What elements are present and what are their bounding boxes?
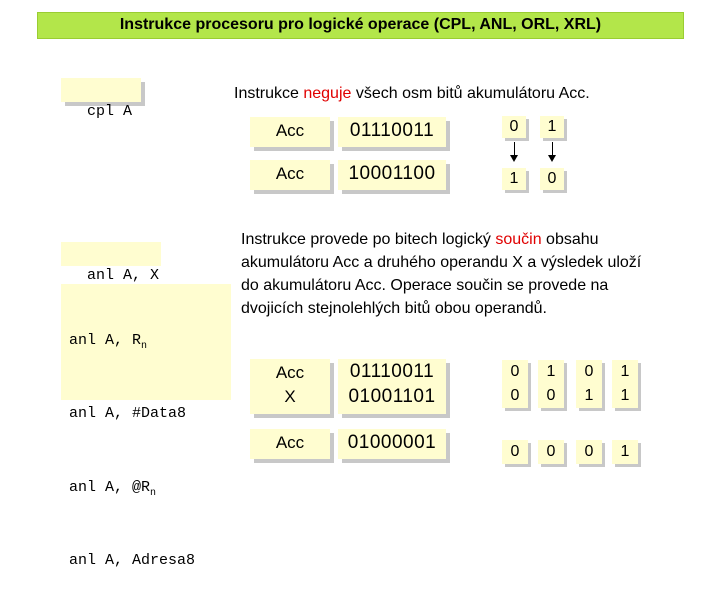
cpl-bit-before: 1	[540, 116, 564, 138]
anl-description-highlight: součin	[495, 231, 542, 248]
anl-bit-pair-bottom: 0	[546, 387, 556, 404]
anl-instruction-4	[69, 477, 231, 506]
cpl-acc-label-1-text: Acc	[275, 121, 305, 140]
anl-bit-pair-top: 0	[510, 363, 520, 380]
anl-bit-pair	[576, 360, 602, 408]
anl-operand-labels	[250, 359, 330, 414]
cpl-acc-label-2-text: Acc	[275, 164, 305, 183]
cpl-description-prefix: Instrukce	[234, 85, 304, 102]
arrow-down-icon	[510, 155, 518, 162]
anl-instruction-4-text: anl A, @R	[69, 479, 151, 496]
anl-bit-result: 0	[538, 440, 564, 464]
title-bar	[37, 12, 684, 39]
anl-result-label	[250, 429, 330, 459]
anl-instruction-1-text: anl A, X	[87, 267, 160, 284]
anl-bit-pair	[502, 360, 528, 408]
cpl-description-highlight: neguje	[303, 85, 352, 102]
anl-result-label-text: Acc	[275, 433, 305, 452]
cpl-bit-after: 1	[502, 168, 526, 190]
arrow-down-icon	[548, 155, 556, 162]
cpl-instruction: cpl A	[87, 103, 133, 120]
cpl-description-suffix: všech osm bitů akumulátoru Acc.	[351, 85, 590, 102]
cpl-acc-label-1	[250, 117, 330, 147]
cpl-acc-value-2	[338, 160, 446, 190]
anl-bit-result: 0	[502, 440, 528, 464]
cpl-description	[234, 82, 674, 105]
anl-bit-result: 0	[576, 440, 602, 464]
anl-operand-values	[338, 359, 446, 414]
anl-description-prefix: Instrukce provede po bitech logický	[241, 231, 496, 248]
anl-bit-pair-bottom: 1	[584, 387, 594, 404]
anl-instruction-2	[69, 330, 231, 359]
anl-bit-pair-top: 1	[620, 363, 630, 380]
anl-instruction-5-text: anl A, Adresa8	[69, 552, 196, 569]
page-title: Instrukce procesoru pro logické operace (CPL, ANL, ORL, XRL)	[119, 16, 602, 33]
anl-bit-pair	[538, 360, 564, 408]
anl-bit-pair-top: 1	[546, 363, 556, 380]
cpl-instruction-box	[61, 78, 141, 120]
anl-bit-pair-bottom: 1	[620, 387, 630, 404]
anl-instruction-3	[69, 403, 231, 433]
cpl-bit-after: 0	[540, 168, 564, 190]
cpl-acc-value-1-text: 01110011	[349, 120, 435, 141]
anl-operand-label-acc: Acc	[275, 363, 305, 382]
cpl-acc-label-2	[250, 160, 330, 190]
cpl-acc-value-2-text: 10001100	[348, 163, 436, 184]
anl-instruction-2-text: anl A, R	[69, 332, 142, 349]
anl-bit-pair-bottom: 0	[510, 387, 520, 404]
anl-result-value-text: 01000001	[347, 432, 437, 453]
anl-instruction-1	[61, 242, 161, 284]
anl-instruction-group	[61, 284, 231, 569]
cpl-bit-before: 0	[502, 116, 526, 138]
anl-result-value	[338, 429, 446, 459]
anl-instruction-4-sub: n	[150, 488, 157, 499]
arrow-down-icon	[552, 142, 553, 155]
arrow-down-icon	[514, 142, 515, 155]
anl-bit-result: 1	[612, 440, 638, 464]
anl-operand-value-x: 01001101	[348, 386, 436, 407]
anl-operand-label-x: X	[284, 387, 296, 406]
anl-description-suffix: obsahu akumulátoru Acc a druhého operandu X a výsledek uloží do akumulátoru Acc. Operace součin se provede na dvojicích stejnolehlých bitů obou operandů.	[241, 231, 642, 317]
anl-bit-pair-top: 0	[584, 363, 594, 380]
cpl-acc-value-1	[338, 117, 446, 147]
anl-operand-value-acc: 01110011	[349, 361, 435, 382]
anl-instruction-3-text: anl A, #Data8	[69, 405, 187, 422]
anl-description	[241, 228, 651, 320]
anl-instruction-2-sub: n	[141, 341, 148, 352]
anl-bit-pair	[612, 360, 638, 408]
anl-instruction-5	[69, 550, 231, 578]
